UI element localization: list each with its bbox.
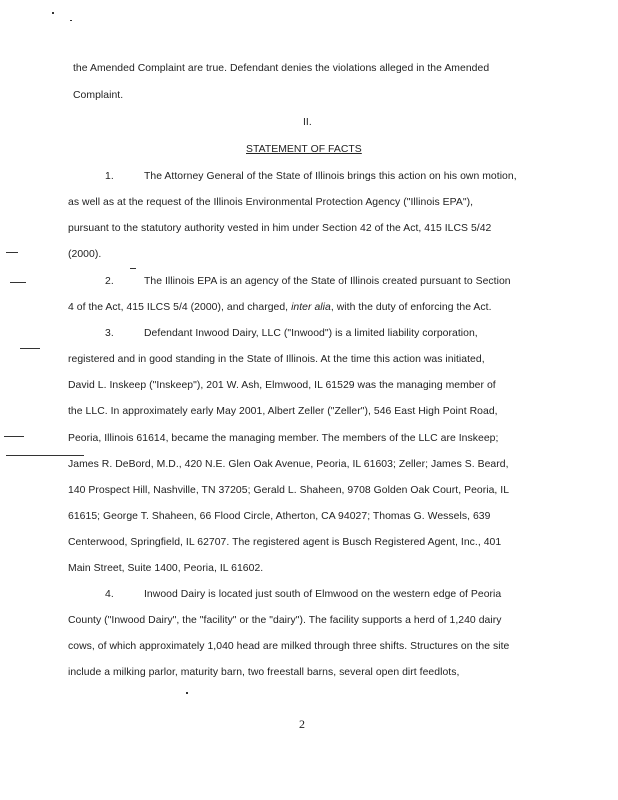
paragraph-line: registered and in good standing in the State of Illinois. At the time this action was initiated, <box>68 354 485 365</box>
paragraph-line: as well as at the request of the Illinois Environmental Protection Agency ("Illinois EPA"), <box>68 197 474 208</box>
intro-line-2: Complaint. <box>73 90 124 101</box>
paragraph-number: 3. <box>105 328 114 339</box>
paragraph-line: Defendant Inwood Dairy, LLC ("Inwood") is a limited liability corporation, <box>144 328 478 339</box>
paragraph-number: 4. <box>105 589 114 600</box>
page-number: 2 <box>299 717 306 731</box>
paragraph-number: 1. <box>105 171 114 182</box>
intro-line-1: the Amended Complaint are true. Defendant denies the violations alleged in the Amended <box>73 63 490 74</box>
paragraph-line: include a milking parlor, maturity barn, two freestall barns, several open dirt feedlots, <box>68 667 460 678</box>
paragraph-line: 4 of the Act, 415 ILCS 5/4 (2000), and charged, inter alia, with the duty of enforcing the Act. <box>68 302 492 313</box>
scan-speck <box>20 348 40 349</box>
scan-speck <box>4 436 24 437</box>
paragraph-line: pursuant to the statutory authority vested in him under Section 42 of the Act, 415 ILCS 5/42 <box>68 223 492 234</box>
scan-speck <box>6 455 84 456</box>
paragraph-line: cows, of which approximately 1,040 head are milked through three shifts. Structures on the site <box>68 641 510 652</box>
section-number: II. <box>303 117 312 128</box>
paragraph-line: Main Street, Suite 1400, Peoria, IL 61602. <box>68 563 264 574</box>
paragraph-line: the LLC. In approximately early May 2001, Albert Zeller ("Zeller"), 546 East High Point Road, <box>68 406 498 417</box>
paragraph-number: 2. <box>105 276 114 287</box>
paragraph-line: (2000). <box>68 249 102 260</box>
paragraph-line: David L. Inskeep ("Inskeep"), 201 W. Ash, Elmwood, IL 61529 was the managing member of <box>68 380 496 391</box>
section-title: STATEMENT OF FACTS <box>246 144 362 155</box>
scan-speck <box>52 12 54 14</box>
scan-speck <box>70 20 72 21</box>
paragraph-line: Inwood Dairy is located just south of Elmwood on the western edge of Peoria <box>144 589 502 600</box>
scan-speck <box>186 692 188 694</box>
paragraph-line: County ("Inwood Dairy", the "facility" or the "dairy"). The facility supports a herd of 1,240 dairy <box>68 615 502 626</box>
scan-speck <box>6 252 18 253</box>
paragraph-line: Peoria, Illinois 61614, became the managing member. The members of the LLC are Inskeep; <box>68 433 499 444</box>
paragraph-line: Centerwood, Springfield, IL 62707. The registered agent is Busch Registered Agent, Inc., 401 <box>68 537 502 548</box>
scan-speck <box>10 282 26 283</box>
paragraph-line: The Illinois EPA is an agency of the State of Illinois created pursuant to Section <box>144 276 511 287</box>
paragraph-line: 61615; George T. Shaheen, 66 Flood Circle, Atherton, CA 94027; Thomas G. Wessels, 639 <box>68 511 491 522</box>
paragraph-line: 140 Prospect Hill, Nashville, TN 37205; Gerald L. Shaheen, 9708 Golden Oak Court, Peoria, IL <box>68 485 510 496</box>
paragraph-line: James R. DeBord, M.D., 420 N.E. Glen Oak Avenue, Peoria, IL 61603; Zeller; James S. Beard, <box>68 459 509 470</box>
italic-phrase: inter alia <box>291 302 331 313</box>
paragraph-line: The Attorney General of the State of Illinois brings this action on his own motion, <box>144 171 517 182</box>
scan-speck <box>130 268 136 269</box>
